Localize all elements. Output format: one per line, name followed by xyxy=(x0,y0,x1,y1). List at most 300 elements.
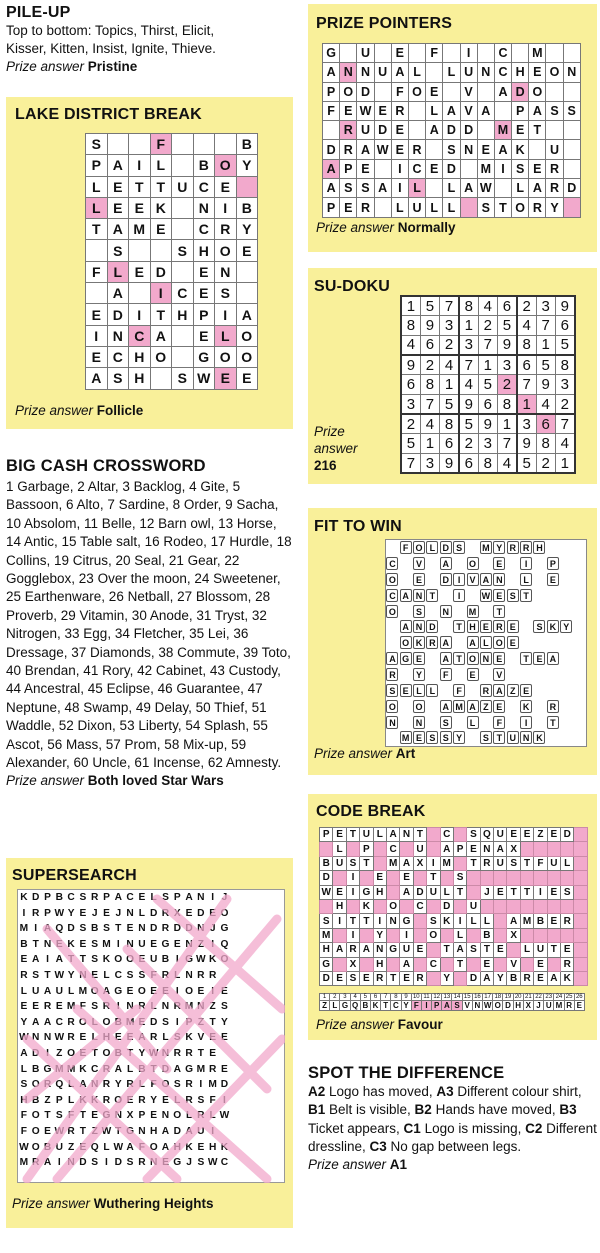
supersearch-letter: S xyxy=(91,1157,99,1169)
supersearch-letter: D xyxy=(114,1157,122,1169)
grid-cell xyxy=(546,730,559,746)
supersearch-letter: R xyxy=(20,969,28,981)
supersearch-letter: A xyxy=(55,954,63,966)
grid-cell xyxy=(494,101,511,120)
grid-cell xyxy=(346,842,359,856)
grid-cell: F xyxy=(534,856,547,870)
spot-desc: Different colour shirt, xyxy=(453,1084,582,1099)
grid-cell: R xyxy=(413,971,426,985)
grid-cell: A xyxy=(400,957,413,971)
prize-answer: Wuthering Heights xyxy=(93,1196,214,1211)
prize-label: Prize answer xyxy=(314,424,358,456)
grid-cell xyxy=(520,957,533,971)
grid-cell: W xyxy=(374,140,391,159)
supersearch-letter: E xyxy=(79,1141,87,1153)
grid-cell: I xyxy=(494,159,511,178)
grid-cell: D xyxy=(561,828,574,842)
grid-cell: R xyxy=(546,159,563,178)
fit-to-win-prize xyxy=(314,746,415,761)
grid-cell xyxy=(534,899,547,913)
supersearch-letter: R xyxy=(32,907,40,919)
key-letter: C xyxy=(391,1001,401,1011)
supersearch-letter: O xyxy=(78,1016,87,1028)
grid-cell xyxy=(439,651,452,667)
key-number: 14 xyxy=(453,994,461,1000)
supersearch-letter: A xyxy=(161,1141,170,1153)
supersearch-letter: D xyxy=(32,892,40,903)
grid-cell xyxy=(172,325,194,346)
grid-cell xyxy=(412,587,425,603)
grid-cell xyxy=(399,555,412,571)
supersearch-letter: E xyxy=(79,907,87,919)
grid-cell xyxy=(574,871,587,885)
grid-cell: K xyxy=(360,899,373,913)
sudoku-prize xyxy=(314,423,384,474)
grid-cell: 2 xyxy=(478,316,497,336)
grid-cell: 2 xyxy=(497,375,516,395)
grid-cell xyxy=(546,44,563,63)
grid-cell: A xyxy=(477,101,494,120)
spot-ref: B1 xyxy=(308,1102,326,1118)
supersearch-letter: R xyxy=(161,923,170,935)
grid-cell: D xyxy=(374,121,391,140)
grid-cell: E xyxy=(391,121,408,140)
grid-cell xyxy=(494,914,507,928)
grid-cell: 4 xyxy=(555,434,574,454)
grid-cell xyxy=(452,619,465,635)
grid-cell: T xyxy=(453,957,466,971)
grid-cell: T xyxy=(529,121,546,140)
grid-cell: E xyxy=(86,346,108,367)
grid-cell xyxy=(573,603,586,619)
supersearch-letter: C xyxy=(220,1157,229,1169)
grid-cell xyxy=(560,587,573,603)
grid-cell: T xyxy=(507,885,520,899)
key-letter: E xyxy=(574,1001,584,1011)
supersearch-letter: E xyxy=(150,938,158,950)
supersearch-letter: T xyxy=(126,1047,134,1059)
supersearch-letter: W xyxy=(54,1125,65,1137)
grid-cell xyxy=(427,828,440,842)
grid-cell xyxy=(560,730,573,746)
prize-label: Prize answer xyxy=(314,746,393,761)
grid-cell: 1 xyxy=(517,394,536,414)
supersearch-letter: F xyxy=(67,1110,75,1122)
letter-tile: L xyxy=(467,716,479,729)
grid-cell xyxy=(546,683,559,699)
grid-cell xyxy=(129,240,151,261)
prize-label: Prize answer xyxy=(6,58,85,74)
supersearch-letter: C xyxy=(126,892,134,903)
grid-cell: L xyxy=(150,155,172,176)
grid-cell: U xyxy=(467,899,480,913)
grid-cell: I xyxy=(346,885,359,899)
supersearch-letter: F xyxy=(150,969,157,981)
grid-cell: 9 xyxy=(401,355,420,375)
pileup-line1: Top to bottom: Topics, Thirst, Elicit, xyxy=(6,23,215,38)
supersearch-letter: M xyxy=(184,1001,194,1013)
supersearch-letter: N xyxy=(197,892,205,903)
prize-answer: Normally xyxy=(397,220,456,235)
grid-cell: M xyxy=(520,914,533,928)
grid-cell xyxy=(400,899,413,913)
supersearch-letter: I xyxy=(22,907,26,919)
grid-cell xyxy=(561,871,574,885)
grid-cell: B xyxy=(236,197,258,218)
grid-cell: L xyxy=(512,179,529,198)
grid-cell: 2 xyxy=(536,454,555,474)
bigcash-prize xyxy=(6,773,294,788)
grid-cell: 9 xyxy=(555,296,574,316)
supersearch-letter: K xyxy=(102,954,111,966)
grid-cell xyxy=(172,197,194,218)
grid-cell: C xyxy=(172,283,194,304)
grid-cell: R xyxy=(408,140,425,159)
grid-cell xyxy=(333,928,346,942)
letter-tile: M xyxy=(480,541,492,554)
supersearch-letter: E xyxy=(126,1094,134,1106)
grid-cell xyxy=(374,82,391,101)
supersearch-letter: D xyxy=(173,923,181,935)
letter-tile: V xyxy=(467,573,479,586)
letter-tile: P xyxy=(547,557,559,570)
letter-tile: I xyxy=(520,716,532,729)
supersearch-letter: K xyxy=(185,1141,193,1153)
prize-pointers-title: PRIZE POINTERS xyxy=(316,15,453,32)
supersearch-letter: U xyxy=(55,1141,63,1153)
grid-cell xyxy=(546,714,559,730)
grid-cell xyxy=(573,698,586,714)
grid-cell: O xyxy=(546,63,563,82)
grid-cell xyxy=(506,651,519,667)
grid-cell: L xyxy=(391,198,408,217)
spot-desc: Ticket appears, xyxy=(308,1120,404,1136)
grid-cell: N xyxy=(460,140,477,159)
supersearch-letter: Y xyxy=(67,907,75,919)
letter-tile: E xyxy=(520,684,532,697)
grid-cell xyxy=(547,842,560,856)
grid-cell xyxy=(546,667,559,683)
letter-tile: L xyxy=(426,684,438,697)
grid-cell: E xyxy=(400,971,413,985)
grid-cell xyxy=(408,121,425,140)
grid-cell: A xyxy=(460,179,477,198)
grid-cell: A xyxy=(107,219,129,240)
supersearch-letter: I xyxy=(46,1047,49,1059)
grid-cell xyxy=(466,667,479,683)
grid-cell xyxy=(374,159,391,178)
grid-cell xyxy=(494,899,507,913)
grid-cell: R xyxy=(546,179,563,198)
grid-cell: S xyxy=(357,179,374,198)
prize-label: Prize answer xyxy=(316,1017,395,1032)
grid-cell: I xyxy=(129,304,151,325)
supersearch-letter: E xyxy=(150,985,158,997)
supersearch-letter: N xyxy=(79,969,87,981)
grid-cell xyxy=(560,555,573,571)
supersearch-letter: B xyxy=(55,892,63,903)
supersearch-letter: I xyxy=(105,1157,108,1169)
grid-cell xyxy=(534,871,547,885)
supersearch-letter: E xyxy=(55,1001,63,1013)
grid-cell: A xyxy=(426,121,443,140)
prize-pointers-panel xyxy=(308,4,597,252)
letter-tile: A xyxy=(440,557,452,570)
supersearch-letter: Z xyxy=(91,1125,98,1137)
supersearch-letter: A xyxy=(20,1047,28,1059)
supersearch-letter: D xyxy=(67,923,75,935)
prize-answer: Both loved Star Wars xyxy=(87,772,224,788)
supersearch-letter: S xyxy=(162,1016,169,1028)
grid-cell: 2 xyxy=(517,296,536,316)
supersearch-letter: H xyxy=(149,1125,158,1137)
grid-cell: 9 xyxy=(536,375,555,395)
supersearch-letter: S xyxy=(138,969,146,981)
letter-tile: C xyxy=(386,589,398,602)
grid-cell: 4 xyxy=(497,454,516,474)
grid-cell xyxy=(546,571,559,587)
supersearch-letter: E xyxy=(126,1032,134,1044)
grid-cell xyxy=(426,683,439,699)
grid-cell xyxy=(440,871,453,885)
grid-cell: 9 xyxy=(497,335,516,355)
supersearch-letter: L xyxy=(150,892,157,903)
supersearch-letter: R xyxy=(138,1157,146,1169)
grid-cell: Y xyxy=(373,928,386,942)
letter-tile: A xyxy=(400,620,412,633)
grid-cell: G xyxy=(320,957,333,971)
grid-cell xyxy=(439,698,452,714)
fit-to-win-grid xyxy=(385,539,587,747)
supersearch-letter: O xyxy=(220,954,229,966)
grid-cell xyxy=(453,971,466,985)
grid-cell xyxy=(466,603,479,619)
supersearch-letter: S xyxy=(20,1079,28,1091)
supersearch-letter: I xyxy=(223,1094,226,1106)
grid-cell xyxy=(533,555,546,571)
supersearch-letter: E xyxy=(209,1047,217,1059)
supersearch-letter: A xyxy=(114,892,122,903)
letter-tile: A xyxy=(440,700,452,713)
grid-cell: 9 xyxy=(478,414,497,434)
letter-tile: E xyxy=(493,557,505,570)
grid-cell xyxy=(519,540,532,556)
grid-cell xyxy=(479,571,492,587)
grid-cell xyxy=(408,101,425,120)
grid-cell: W xyxy=(193,368,215,389)
supersearch-letter: D xyxy=(220,1079,229,1091)
grid-cell: L xyxy=(408,63,425,82)
letter-tile: H xyxy=(533,541,545,554)
letter-tile: E xyxy=(533,652,545,665)
grid-cell: 2 xyxy=(440,335,459,355)
prize-answer: Pristine xyxy=(87,58,138,74)
key-letter: F xyxy=(411,1001,421,1011)
supersearch-letter: K xyxy=(185,1032,193,1044)
grid-cell xyxy=(426,714,439,730)
letter-tile: N xyxy=(386,716,398,729)
grid-cell xyxy=(386,683,399,699)
letter-tile: S xyxy=(440,716,452,729)
supersearch-letter: I xyxy=(116,938,120,950)
grid-cell: A xyxy=(360,943,373,957)
grid-cell xyxy=(426,555,439,571)
grid-cell xyxy=(574,928,587,942)
supersearch-letter: M xyxy=(125,1016,135,1028)
supersearch-letter: L xyxy=(150,1001,157,1013)
supersearch-letter: R xyxy=(197,1110,205,1122)
prize-pointers-prize xyxy=(316,220,456,235)
grid-cell: 7 xyxy=(555,414,574,434)
supersearch-letter: W xyxy=(219,1110,230,1122)
grid-cell xyxy=(193,134,215,155)
grid-cell xyxy=(574,914,587,928)
grid-cell: L xyxy=(443,198,460,217)
grid-cell: L xyxy=(480,914,493,928)
supersearch-letter: O xyxy=(31,1141,40,1153)
grid-cell xyxy=(386,885,399,899)
supersearch-letter: J xyxy=(91,907,98,919)
letter-tile: A xyxy=(547,652,559,665)
grid-cell xyxy=(333,871,346,885)
letter-tile: V xyxy=(413,557,425,570)
supersearch-letter: N xyxy=(149,1157,158,1169)
grid-cell xyxy=(439,540,452,556)
grid-cell xyxy=(561,899,574,913)
supersearch-letter: A xyxy=(185,892,193,903)
supersearch-letter: K xyxy=(220,1141,229,1153)
grid-cell xyxy=(466,730,479,746)
supersearch-letter: R xyxy=(185,1094,193,1106)
grid-cell: D xyxy=(320,971,333,985)
grid-cell: W xyxy=(357,101,374,120)
pileup-section xyxy=(6,4,296,74)
grid-cell xyxy=(399,683,412,699)
supersearch-letter: S xyxy=(162,892,169,903)
grid-cell: A xyxy=(323,159,340,178)
supersearch-letter: I xyxy=(211,1125,215,1137)
spot-ref: C1 xyxy=(403,1120,421,1136)
grid-cell: L xyxy=(86,176,108,197)
supersearch-letter: N xyxy=(67,1157,75,1169)
grid-cell xyxy=(574,899,587,913)
supersearch-letter: P xyxy=(173,892,181,903)
grid-cell xyxy=(573,714,586,730)
grid-cell xyxy=(452,651,465,667)
key-number: 13 xyxy=(443,994,451,1000)
supersearch-letter: I xyxy=(199,1079,203,1091)
grid-cell: A xyxy=(323,179,340,198)
grid-cell: E xyxy=(373,871,386,885)
grid-cell xyxy=(479,603,492,619)
key-letter: S xyxy=(452,1001,462,1011)
supersearch-letter: T xyxy=(209,1016,216,1028)
grid-cell: G xyxy=(400,914,413,928)
supersearch-letter: F xyxy=(150,1079,157,1091)
grid-cell: R xyxy=(520,971,533,985)
supersearch-letter: O xyxy=(114,954,123,966)
supersearch-letter: P xyxy=(103,892,110,903)
grid-cell xyxy=(386,667,399,683)
letter-tile: T xyxy=(453,620,465,633)
grid-cell xyxy=(573,555,586,571)
grid-cell xyxy=(386,928,399,942)
supersearch-letter: U xyxy=(32,985,40,997)
supersearch-letter: I xyxy=(211,938,215,950)
supersearch-letter: R xyxy=(32,1157,40,1169)
grid-cell xyxy=(479,714,492,730)
spot-ref: B3 xyxy=(559,1102,577,1118)
supersearch-letter: D xyxy=(79,1157,87,1169)
grid-cell xyxy=(477,44,494,63)
grid-cell: C xyxy=(386,842,399,856)
grid-cell xyxy=(506,603,519,619)
grid-cell xyxy=(519,651,532,667)
supersearch-letter: Y xyxy=(138,1047,146,1059)
letter-tile: F xyxy=(400,541,412,554)
grid-cell xyxy=(493,683,506,699)
supersearch-letter: E xyxy=(55,938,63,950)
letter-tile: D xyxy=(426,620,438,633)
grid-cell: 3 xyxy=(555,375,574,395)
grid-cell: S xyxy=(512,159,529,178)
spot-ref: A3 xyxy=(436,1084,454,1099)
supersearch-letter: S xyxy=(91,938,99,950)
grid-cell xyxy=(560,714,573,730)
grid-cell: I xyxy=(460,44,477,63)
grid-cell: E xyxy=(193,283,215,304)
grid-cell: I xyxy=(150,283,172,304)
grid-cell: C xyxy=(129,325,151,346)
supersearch-letter: W xyxy=(196,954,206,966)
grid-cell: 2 xyxy=(420,355,439,375)
grid-cell xyxy=(439,587,452,603)
grid-cell: 7 xyxy=(420,394,439,414)
grid-cell: 6 xyxy=(497,296,516,316)
supersearch-letter: R xyxy=(161,907,170,919)
grid-cell: 3 xyxy=(459,335,478,355)
letter-tile: S xyxy=(413,605,425,618)
grid-cell: P xyxy=(340,159,357,178)
key-letter: J xyxy=(533,1001,543,1011)
supersearch-letter: L xyxy=(67,1079,75,1091)
key-letter: B xyxy=(360,1001,370,1011)
letter-tile: S xyxy=(533,620,545,633)
grid-cell xyxy=(479,540,492,556)
grid-cell: A xyxy=(236,304,258,325)
grid-cell xyxy=(563,198,580,217)
supersearch-letter: I xyxy=(57,1157,61,1169)
key-number: 5 xyxy=(360,994,370,1001)
grid-cell xyxy=(519,603,532,619)
grid-cell xyxy=(574,885,587,899)
supersearch-letter: B xyxy=(114,1016,122,1028)
grid-cell xyxy=(413,928,426,942)
grid-cell xyxy=(439,683,452,699)
grid-cell: U xyxy=(534,943,547,957)
grid-cell xyxy=(533,571,546,587)
letter-tile: O xyxy=(386,700,398,713)
grid-cell: E xyxy=(193,261,215,282)
grid-cell xyxy=(561,928,574,942)
grid-cell: E xyxy=(333,885,346,899)
supersearch-letter: L xyxy=(138,907,145,919)
grid-cell: M xyxy=(129,219,151,240)
grid-cell xyxy=(479,555,492,571)
grid-cell: A xyxy=(391,63,408,82)
supersearch-letter: A xyxy=(32,954,40,966)
supersearch-letter: U xyxy=(138,938,146,950)
